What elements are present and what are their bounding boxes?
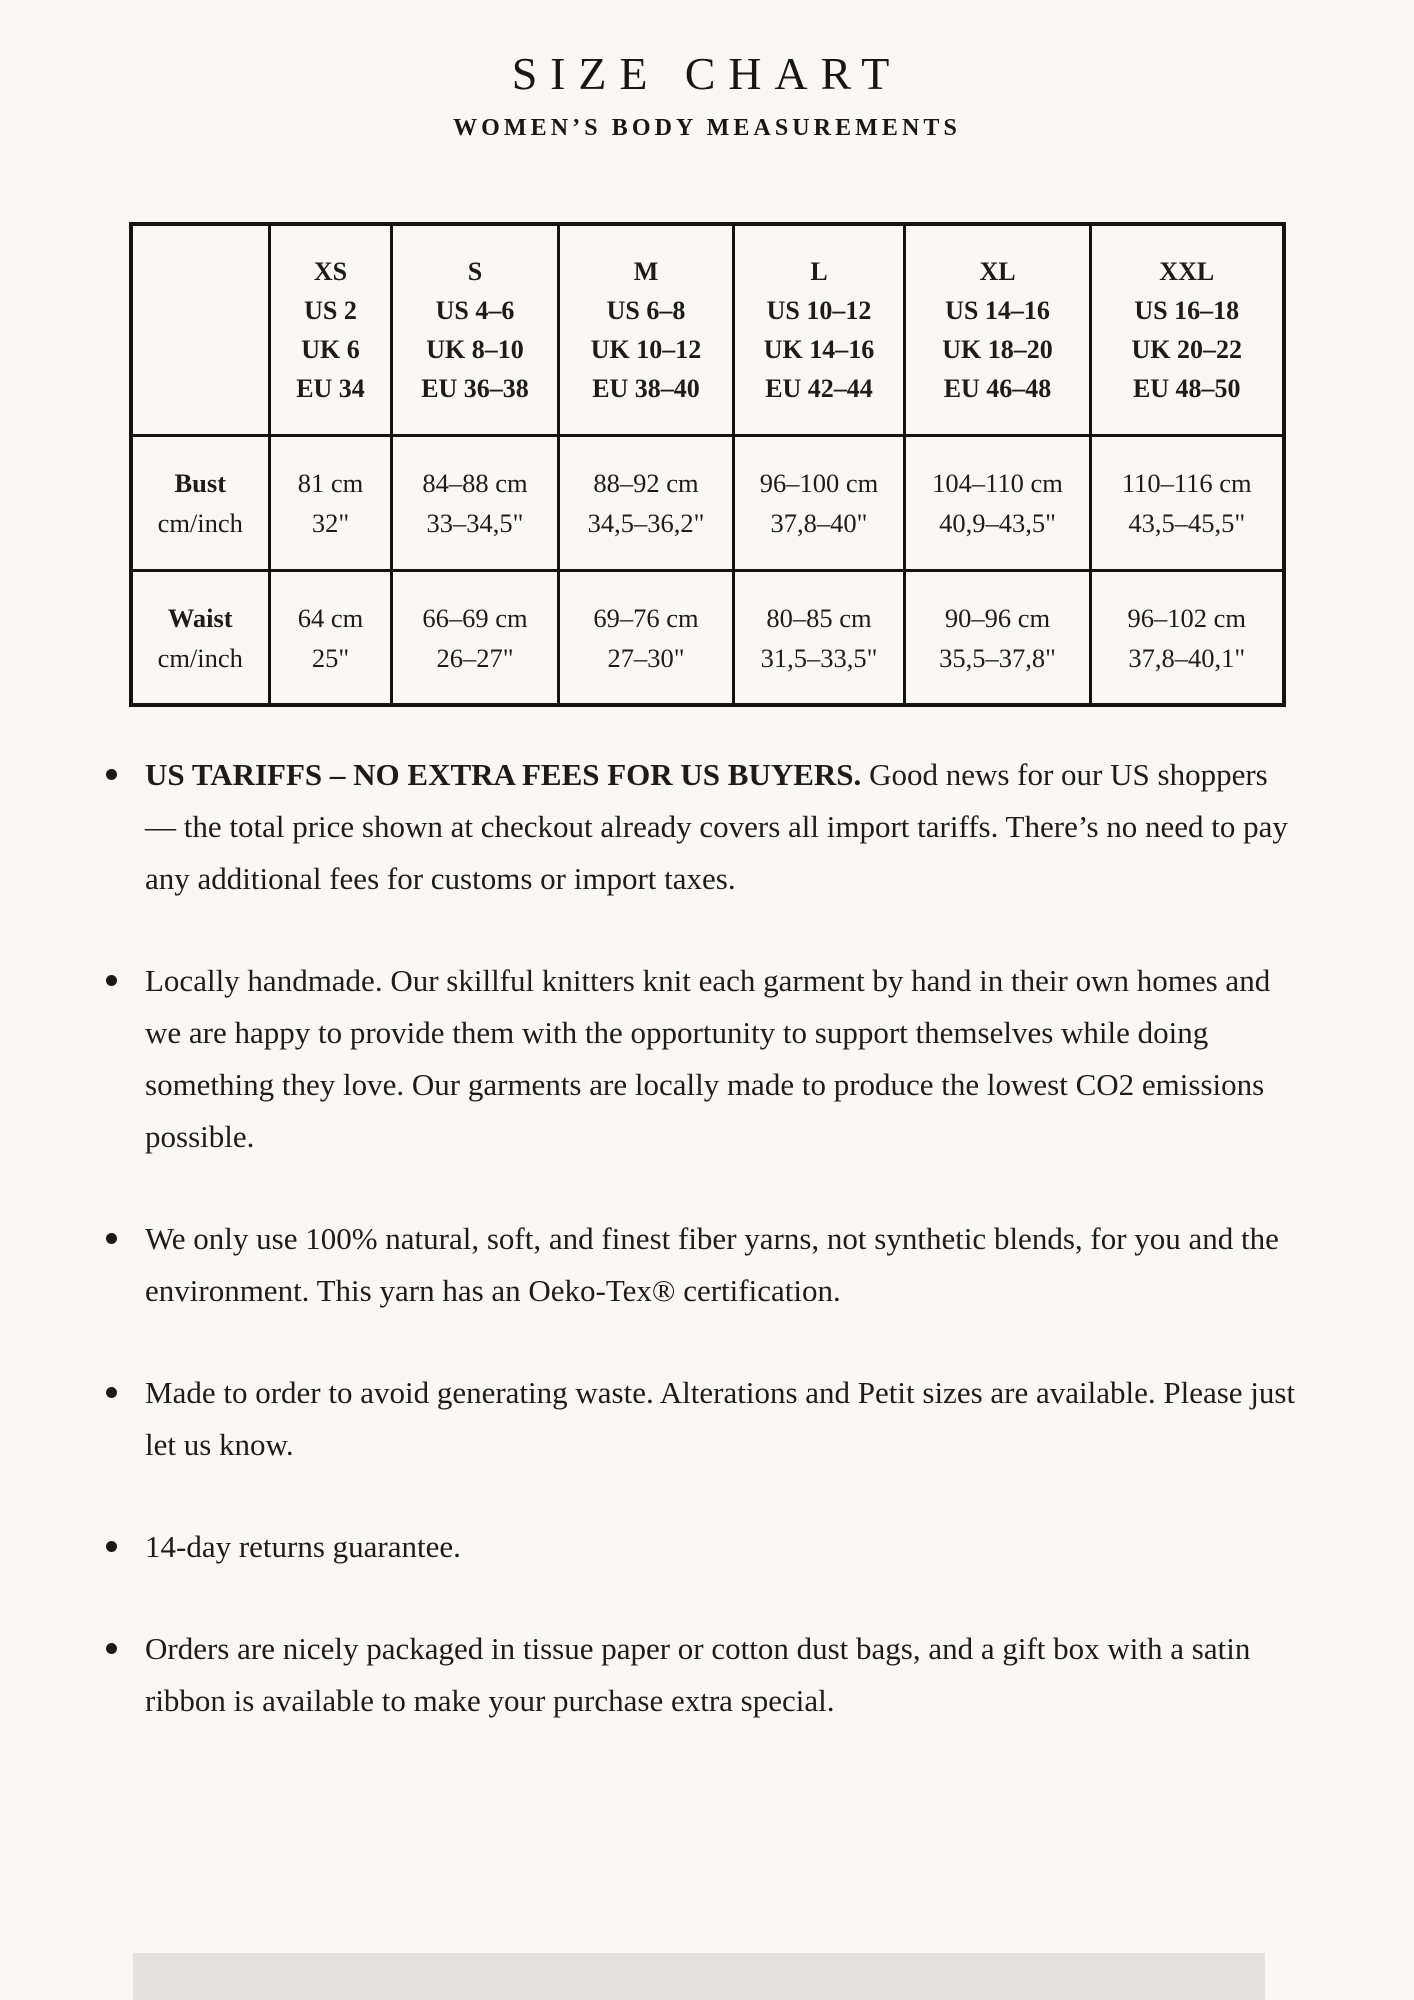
measurement-cell xyxy=(905,570,1091,705)
cm-value: 66–69 cm xyxy=(422,602,528,633)
measurement-cell xyxy=(1091,435,1284,570)
waist-row xyxy=(131,570,1284,705)
eu-size: EU 48–50 xyxy=(1132,374,1241,404)
inch-value: 43,5–45,5" xyxy=(1128,507,1246,538)
bottom-gray-bar xyxy=(133,1953,1265,2000)
us-size: US 6–8 xyxy=(606,296,686,326)
cm-value: 84–88 cm xyxy=(422,467,528,498)
inch-value: 25" xyxy=(311,642,350,673)
measurement-cell xyxy=(559,570,734,705)
inch-value: 37,8–40" xyxy=(770,507,868,538)
inch-value: 34,5–36,2" xyxy=(587,507,705,538)
cm-value: 64 cm xyxy=(297,602,364,633)
bullet-dot-icon xyxy=(106,1541,117,1552)
bullet-dot-icon xyxy=(106,769,117,780)
cm-value: 104–110 cm xyxy=(932,467,1063,498)
uk-size: UK 20–22 xyxy=(1131,335,1242,365)
bullet-body: We only use 100% natural, soft, and finest fiber yarns, not synthetic blends, for you and the environment. This yarn has an Oeko-Tex® certification. xyxy=(145,1221,1279,1309)
size-col-xs xyxy=(270,224,392,435)
inch-value: 32" xyxy=(311,507,350,538)
bullet-body: 14-day returns guarantee. xyxy=(145,1529,461,1565)
row-label: Waist xyxy=(167,602,233,633)
bullet-body: Made to order to avoid generating waste. Alterations and Petit sizes are available. Please just let us know. xyxy=(145,1375,1296,1463)
uk-size: UK 14–16 xyxy=(763,335,875,365)
measurement-cell xyxy=(905,435,1091,570)
inch-value: 31,5–33,5" xyxy=(760,642,878,673)
size-label: L xyxy=(810,257,828,287)
bullet-text xyxy=(145,1521,461,1573)
info-bullet-list xyxy=(106,749,1308,1727)
cm-value: 80–85 cm xyxy=(766,602,872,633)
row-label: Bust xyxy=(174,467,227,498)
bullet-item-packaging xyxy=(106,1623,1308,1727)
bullet-body: Locally handmade. Our skillful knitters knit each garment by hand in their own homes and we are happy to provide them with the opportunity to support themselves while doing something they love. Our garments are locally made to produce the lowest CO2 emissions possible. xyxy=(145,963,1271,1155)
row-unit: cm/inch xyxy=(157,507,243,538)
bullet-dot-icon xyxy=(106,1643,117,1654)
us-size: US 4–6 xyxy=(435,296,515,326)
bullet-text xyxy=(145,1367,1305,1471)
uk-size: UK 6 xyxy=(301,335,360,365)
inch-value: 27–30" xyxy=(607,642,685,673)
bullet-text xyxy=(145,749,1305,905)
size-col-m xyxy=(559,224,734,435)
inch-value: 26–27" xyxy=(436,642,514,673)
bullet-dot-icon xyxy=(106,1387,117,1398)
inch-value: 37,8–40,1" xyxy=(1128,642,1246,673)
size-label: S xyxy=(467,257,483,287)
corner-cell xyxy=(131,224,270,435)
measurement-cell xyxy=(392,435,559,570)
page-title: SIZE CHART xyxy=(511,48,903,99)
bullet-text xyxy=(145,1213,1305,1317)
size-col-xl xyxy=(905,224,1091,435)
cm-value: 96–100 cm xyxy=(759,467,879,498)
cm-value: 69–76 cm xyxy=(593,602,699,633)
us-size: US 10–12 xyxy=(766,296,872,326)
size-col-l xyxy=(734,224,905,435)
table-header-row xyxy=(131,224,1284,435)
eu-size: EU 34 xyxy=(296,374,365,404)
uk-size: UK 10–12 xyxy=(590,335,702,365)
bullet-body: Orders are nicely packaged in tissue paper or cotton dust bags, and a gift box with a satin ribbon is available to make your purchase extra special. xyxy=(145,1631,1251,1719)
cm-value: 96–102 cm xyxy=(1127,602,1246,633)
size-col-xxl xyxy=(1091,224,1284,435)
us-size: US 16–18 xyxy=(1134,296,1240,326)
inch-value: 40,9–43,5" xyxy=(939,507,1056,538)
row-unit: cm/inch xyxy=(157,642,243,673)
page-subtitle: WOMEN’S BODY MEASUREMENTS xyxy=(453,115,961,142)
cm-value: 88–92 cm xyxy=(593,467,699,498)
size-label: XS xyxy=(313,257,348,287)
measurement-cell xyxy=(270,435,392,570)
measurement-cell xyxy=(1091,570,1284,705)
bullet-item-natural-yarns xyxy=(106,1213,1308,1317)
bullet-item-locally-handmade xyxy=(106,955,1308,1163)
inch-value: 33–34,5" xyxy=(426,507,524,538)
uk-size: UK 8–10 xyxy=(426,335,524,365)
bullet-item-returns-guarantee xyxy=(106,1521,1308,1573)
measurement-cell xyxy=(270,570,392,705)
row-label-bust xyxy=(131,435,270,570)
size-label: XL xyxy=(979,257,1016,287)
inch-value: 35,5–37,8" xyxy=(939,642,1056,673)
cm-value: 110–116 cm xyxy=(1121,467,1252,498)
us-size: US 2 xyxy=(304,296,357,326)
bullet-text xyxy=(145,955,1305,1163)
bullet-text xyxy=(145,1623,1305,1727)
measurement-cell xyxy=(559,435,734,570)
us-size: US 14–16 xyxy=(945,296,1050,326)
measurement-cell xyxy=(392,570,559,705)
size-col-s xyxy=(392,224,559,435)
bullet-lead: US TARIFFS – NO EXTRA FEES FOR US BUYERS. xyxy=(145,757,862,793)
bullet-item-made-to-order xyxy=(106,1367,1308,1471)
eu-size: EU 38–40 xyxy=(592,374,700,404)
eu-size: EU 42–44 xyxy=(765,374,873,404)
eu-size: EU 36–38 xyxy=(421,374,529,404)
bust-row xyxy=(131,435,1284,570)
eu-size: EU 46–48 xyxy=(943,374,1052,404)
size-chart-table xyxy=(129,222,1286,707)
cm-value: 81 cm xyxy=(297,467,364,498)
bullet-dot-icon xyxy=(106,1233,117,1244)
cm-value: 90–96 cm xyxy=(944,602,1051,633)
bullet-body: Good news for our US shoppers — the total price shown at checkout already covers all import tariffs. There’s no need to pay any additional fees for customs or import taxes. xyxy=(145,757,1288,897)
bullet-dot-icon xyxy=(106,975,117,986)
measurement-cell xyxy=(734,435,905,570)
measurement-cell xyxy=(734,570,905,705)
bullet-item-us-tariffs xyxy=(106,749,1308,905)
size-label: XXL xyxy=(1159,257,1215,287)
uk-size: UK 18–20 xyxy=(942,335,1053,365)
row-label-waist xyxy=(131,570,270,705)
size-label: M xyxy=(633,257,659,287)
